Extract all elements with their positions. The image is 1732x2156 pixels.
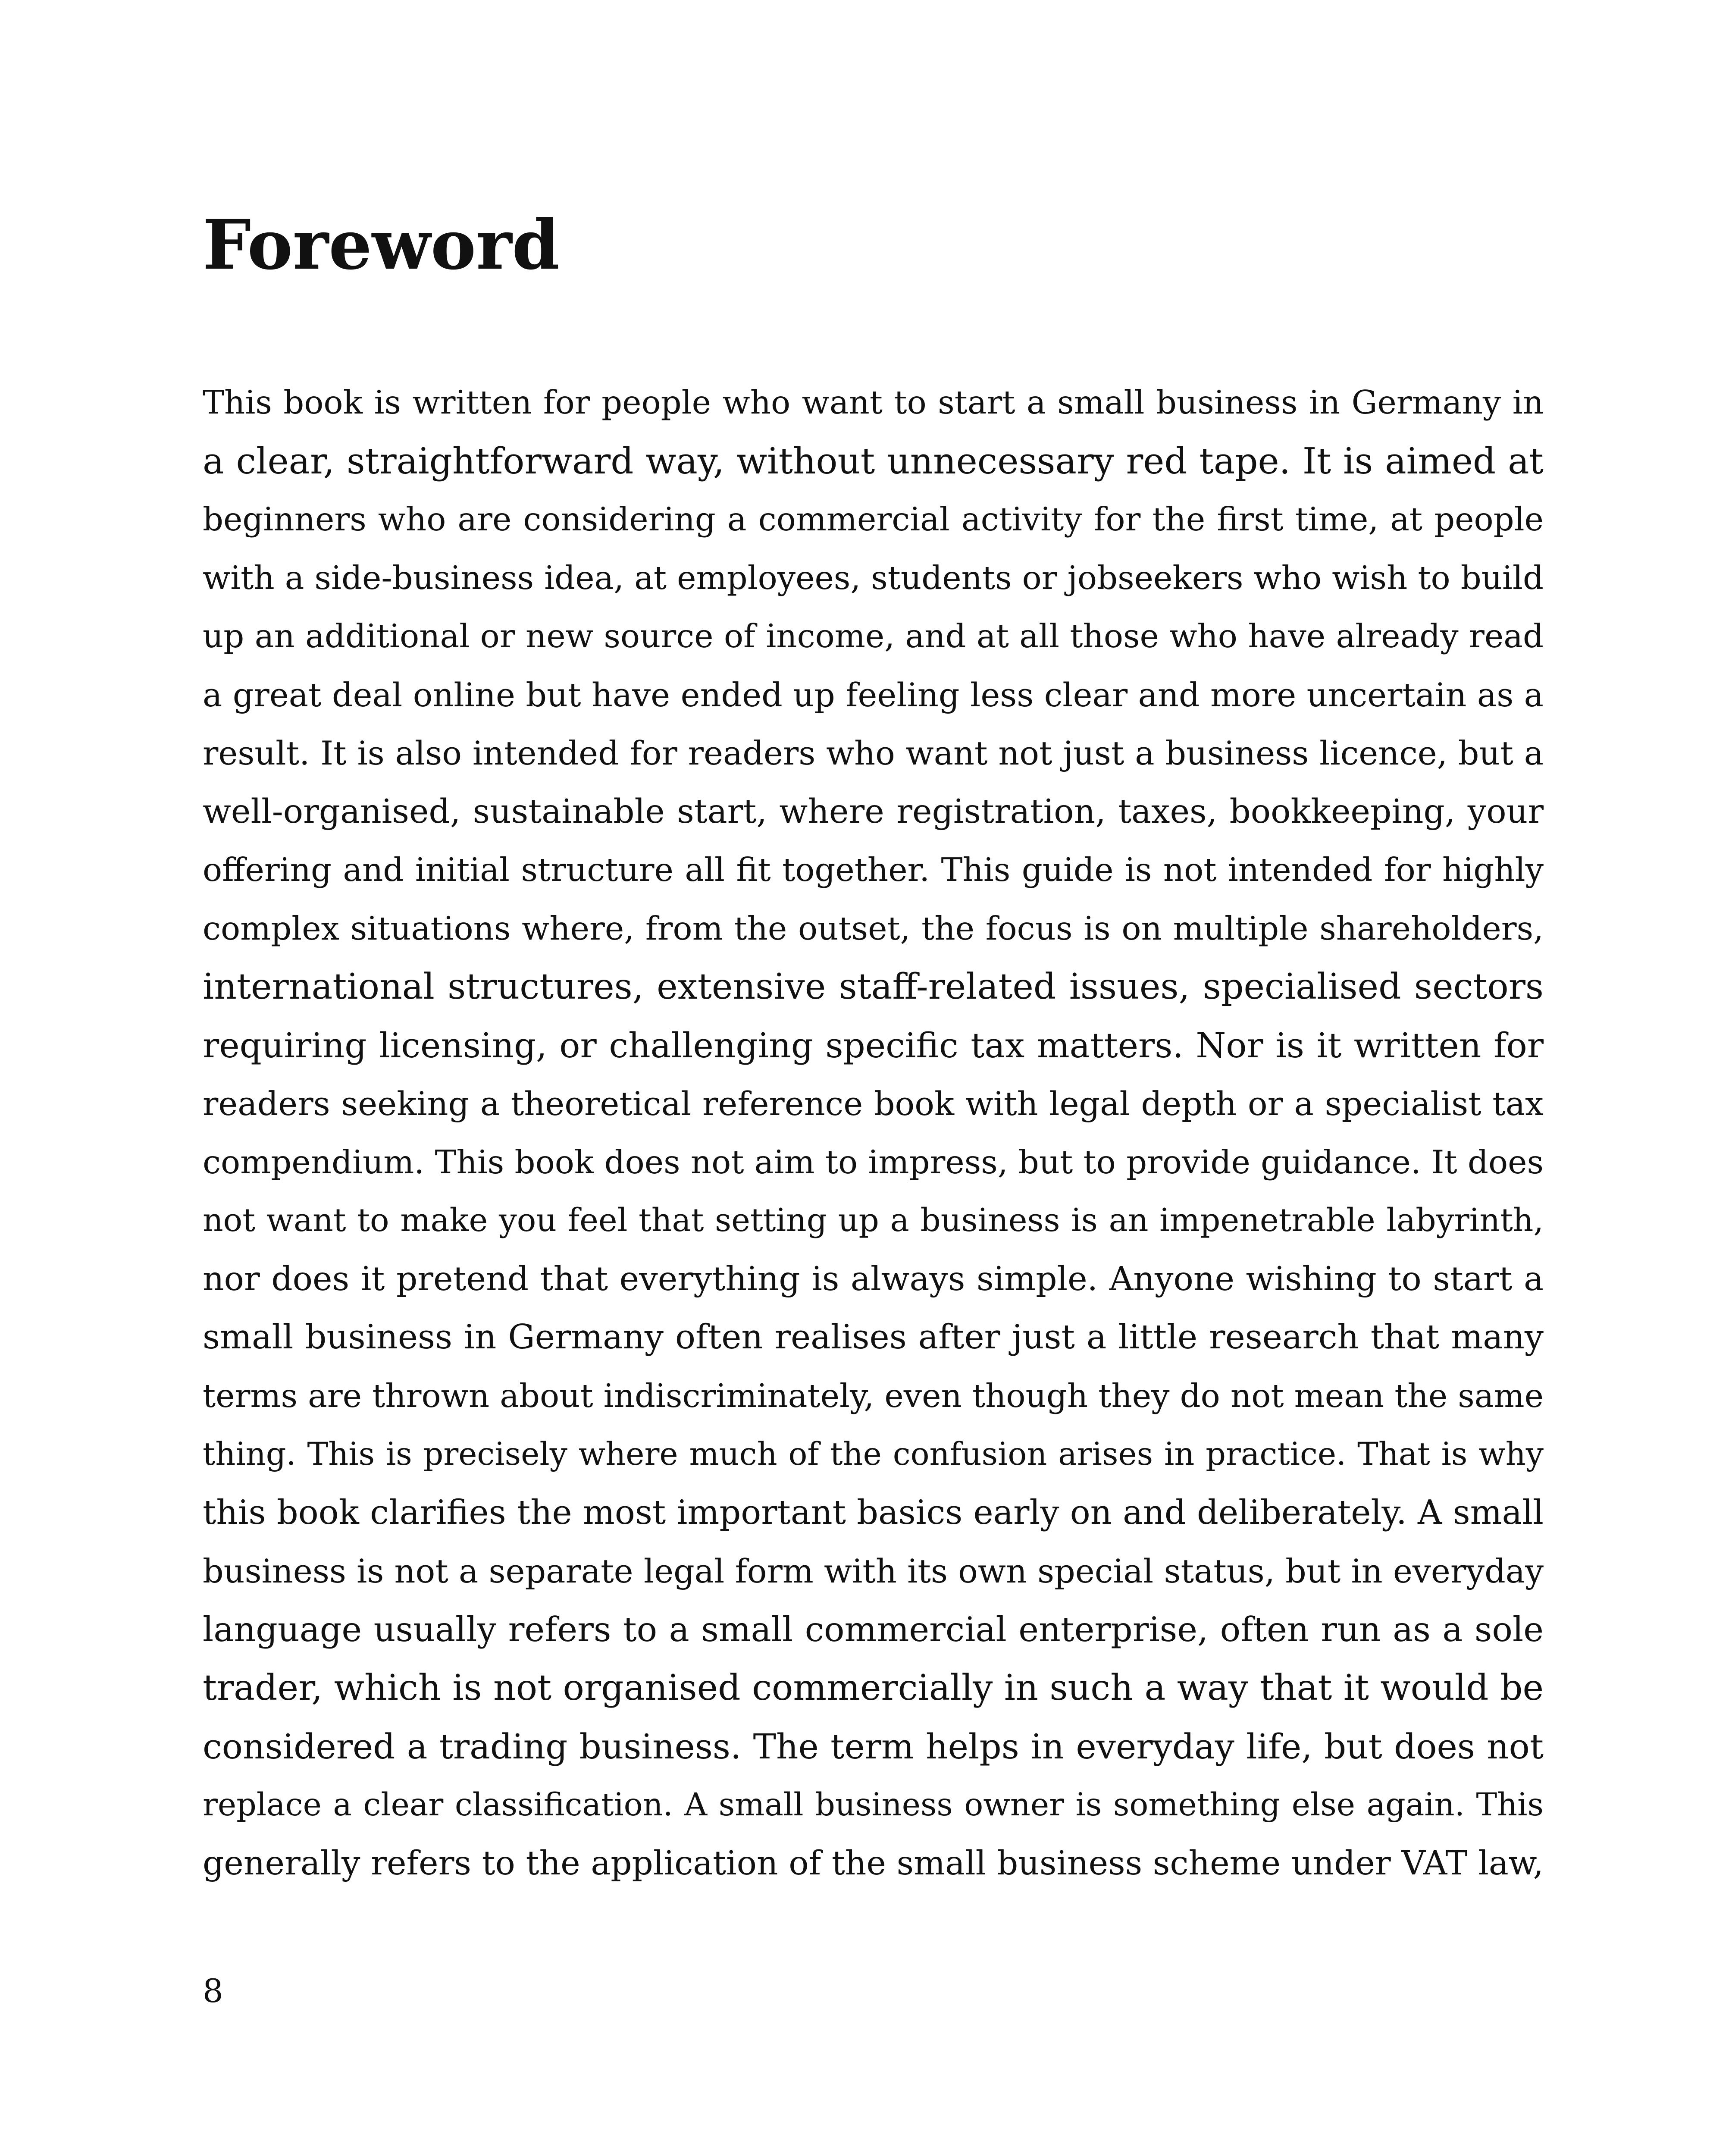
text-line: trader, which is not organised commercially in such a way that it would be bbox=[203, 1667, 1544, 1708]
text-line: generally refers to the application of the small business scheme under VAT law, bbox=[203, 1844, 1544, 1883]
text-line: offering and initial structure all fit together. This guide is not intended for highly bbox=[203, 851, 1544, 889]
text-line: terms are thrown about indiscriminately, even though they do not mean the same bbox=[203, 1376, 1544, 1415]
text-line: beginners who are considering a commercial activity for the first time, at people bbox=[203, 500, 1544, 538]
text-line: international structures, extensive staff-related issues, specialised sectors bbox=[203, 966, 1544, 1007]
text-line: requiring licensing, or challenging specific tax matters. Nor is it written for bbox=[203, 1025, 1544, 1065]
text-line: result. It is also intended for readers who want not just a business licence, but a bbox=[203, 734, 1544, 772]
text-line: a clear, straightforward way, without unnecessary red tape. It is aimed at bbox=[203, 440, 1544, 482]
text-line: readers seeking a theoretical reference book with legal depth or a specialist tax bbox=[203, 1084, 1544, 1123]
text-line: compendium. This book does not aim to impress, but to provide guidance. It does bbox=[203, 1143, 1544, 1181]
text-line: with a side-business idea, at employees, students or jobseekers who wish to build bbox=[203, 558, 1544, 597]
body-text bbox=[203, 373, 1544, 1893]
text-line: not want to make you feel that setting up a business is an impenetrable labyrinth, bbox=[203, 1202, 1544, 1239]
text-line: well-organised, sustainable start, where registration, taxes, bookkeeping, your bbox=[203, 792, 1544, 831]
text-line: language usually refers to a small commercial enterprise, often run as a sole bbox=[203, 1609, 1544, 1649]
text-line: up an additional or new source of income, and at all those who have already read bbox=[203, 617, 1544, 655]
text-line: replace a clear classification. A small business owner is something else again. This bbox=[203, 1786, 1544, 1823]
text-line: thing. This is precisely where much of the confusion arises in practice. That is why bbox=[203, 1436, 1544, 1473]
text-line: business is not a separate legal form with its own special status, but in everyday bbox=[203, 1552, 1544, 1590]
text-line: complex situations where, from the outset, the focus is on multiple shareholders, bbox=[203, 909, 1544, 947]
text-line: this book clarifies the most important basics early on and deliberately. A small bbox=[203, 1493, 1544, 1532]
chapter-heading: Foreword bbox=[203, 205, 560, 285]
text-line: a great deal online but have ended up feeling less clear and more uncertain as a bbox=[203, 675, 1544, 714]
text-line: small business in Germany often realises after just a little research that many bbox=[203, 1318, 1544, 1357]
text-line: nor does it pretend that everything is always simple. Anyone wishing to start a bbox=[203, 1260, 1544, 1298]
text-line: considered a trading business. The term helps in everyday life, but does not bbox=[203, 1726, 1544, 1767]
text-line: This book is written for people who want to start a small business in Germany in bbox=[203, 383, 1544, 421]
page-number: 8 bbox=[203, 1972, 223, 2010]
